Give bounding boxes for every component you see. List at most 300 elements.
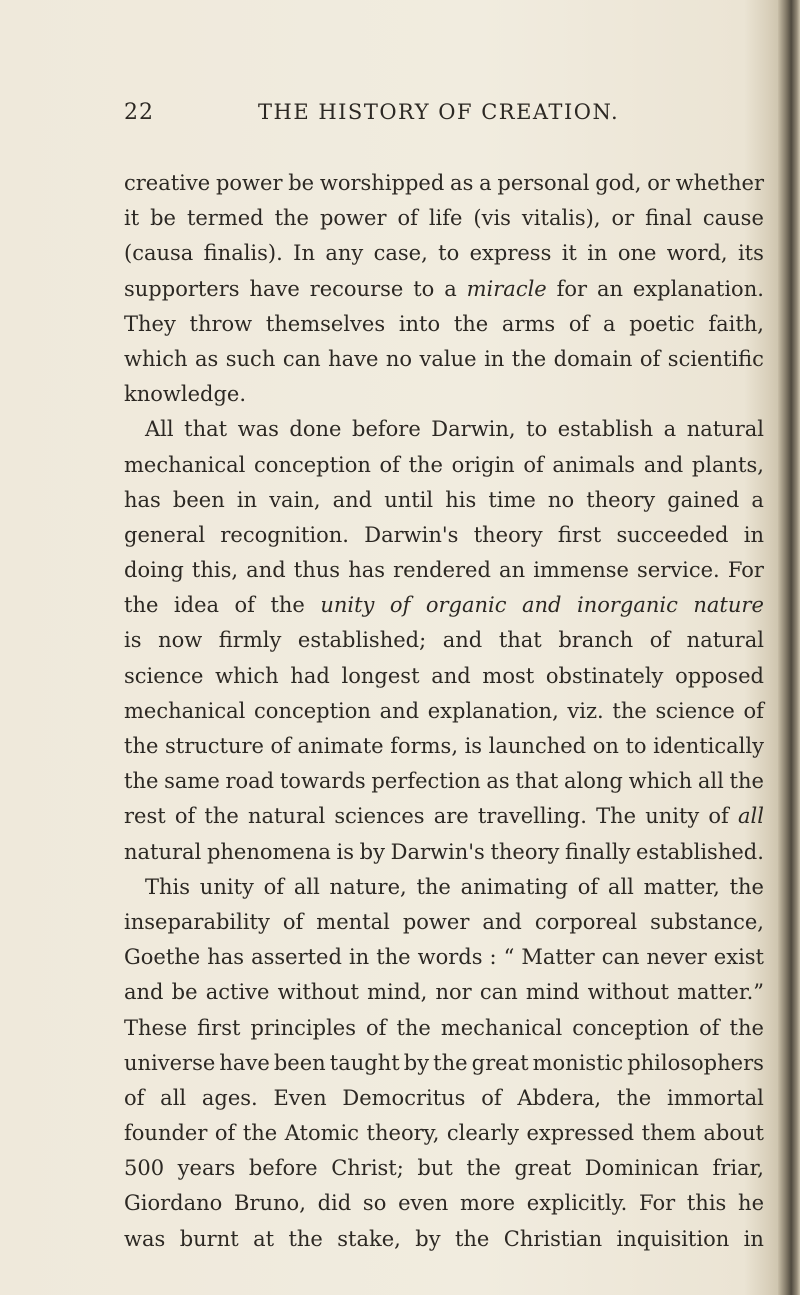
text-line <box>124 1151 764 1186</box>
text-word: the <box>124 734 159 758</box>
text-word: creative <box>124 171 211 195</box>
text-line <box>124 553 764 588</box>
text-word: without <box>587 980 669 1005</box>
text-word: mechanical <box>440 1015 563 1040</box>
text-word: and <box>246 558 286 583</box>
text-word: of <box>124 1085 145 1110</box>
text-word: even <box>398 1191 449 1216</box>
text-word: the <box>242 1121 278 1146</box>
text-word: rest <box>124 804 166 829</box>
text-word: of <box>577 874 599 899</box>
text-word: Atomic <box>284 1121 360 1146</box>
text-word: the <box>408 452 443 477</box>
text-line <box>124 448 764 483</box>
text-word: express <box>469 241 552 266</box>
text-word: inseparability <box>124 909 270 934</box>
text-word: that <box>184 417 228 442</box>
text-word: have <box>219 1050 270 1075</box>
text-word: asserted <box>251 945 342 970</box>
text-word: to <box>438 241 460 266</box>
text-word: Christian <box>503 1226 603 1251</box>
text-word: had <box>290 663 330 688</box>
text-word: mind <box>525 980 580 1005</box>
text-line <box>124 1081 764 1116</box>
text-word: on <box>592 734 619 758</box>
text-word: natural <box>124 839 202 864</box>
text-line <box>124 201 764 236</box>
text-word: Christ; <box>331 1156 404 1181</box>
text-line <box>124 799 764 834</box>
text-word: a <box>444 276 457 301</box>
text-word: the <box>511 346 547 371</box>
text-word: Giordano <box>124 1191 223 1216</box>
text-word: which <box>215 663 279 688</box>
text-word: the <box>454 1226 490 1251</box>
text-word: Matter <box>521 945 595 970</box>
text-word: that <box>515 769 559 794</box>
text-word: immortal <box>667 1085 764 1110</box>
text-word: them <box>641 1121 696 1146</box>
text-word: one <box>617 241 657 266</box>
text-word: in <box>587 241 608 266</box>
text-word: The <box>596 804 637 829</box>
text-word: travelling. <box>477 804 587 829</box>
text-word: theory <box>586 487 656 512</box>
text-line <box>124 342 764 377</box>
text-word: and <box>442 628 483 653</box>
text-word: burnt <box>179 1226 239 1251</box>
text-word: or <box>647 171 670 195</box>
text-line <box>124 835 764 870</box>
text-line <box>124 236 764 271</box>
text-word: before <box>248 1156 318 1181</box>
text-word: cause <box>702 206 764 231</box>
text-word: establish <box>557 417 654 442</box>
text-word: this <box>686 1191 727 1216</box>
text-word: of <box>214 1121 236 1146</box>
text-line <box>124 623 764 658</box>
text-word: most <box>482 663 535 688</box>
text-word: unity <box>645 804 700 829</box>
text-word: thus <box>293 558 341 583</box>
text-word: animate <box>297 734 384 758</box>
text-word: unity <box>320 593 375 618</box>
text-word: firmly <box>218 628 282 653</box>
text-word: the <box>729 1015 764 1040</box>
text-word: of <box>699 1015 720 1040</box>
text-word: clearly <box>446 1121 519 1146</box>
text-word: identically <box>653 734 764 758</box>
text-word: the <box>729 769 764 794</box>
text-word: the <box>376 945 411 970</box>
text-word: all <box>607 874 634 899</box>
text-word: science <box>124 663 204 688</box>
text-word: the <box>616 1085 652 1110</box>
text-word: no <box>385 346 413 371</box>
text-word: nature, <box>329 874 407 899</box>
text-word: to <box>526 417 548 442</box>
text-line <box>124 729 764 764</box>
text-word: as <box>450 171 474 195</box>
text-word: opposed <box>675 663 764 688</box>
text-word: of <box>743 698 764 723</box>
text-word: and <box>379 698 420 723</box>
text-line <box>124 272 764 307</box>
text-word: the <box>204 804 239 829</box>
text-word: by <box>415 1226 441 1251</box>
text-word: scientific <box>667 346 764 371</box>
text-word: was <box>237 417 279 442</box>
text-word: such <box>225 346 276 371</box>
text-word: viz. <box>567 698 604 723</box>
page-number: 22 <box>124 100 154 125</box>
text-line <box>124 870 764 905</box>
text-word: of <box>481 1085 502 1110</box>
text-word: (vis <box>473 206 511 231</box>
text-word: be <box>171 980 198 1005</box>
text-word: matter.” <box>677 980 764 1005</box>
text-word: of <box>708 804 729 829</box>
text-word: but <box>417 1156 453 1181</box>
text-word: domain <box>553 346 633 371</box>
text-word: along <box>564 769 623 794</box>
text-word: mind, <box>367 980 428 1005</box>
text-word: exist <box>713 945 764 970</box>
text-word: no <box>547 487 575 512</box>
text-word: theory <box>490 839 560 864</box>
text-word: that <box>498 628 542 653</box>
text-word: he <box>738 1191 764 1216</box>
text-word: the <box>466 1156 501 1181</box>
text-line <box>124 764 764 799</box>
text-line <box>124 1186 764 1221</box>
text-word: of <box>263 874 285 899</box>
text-word: the <box>274 206 309 231</box>
text-word: been <box>172 487 225 512</box>
text-word: sciences <box>334 804 425 829</box>
text-line <box>124 1222 764 1257</box>
text-word: philosophers <box>627 1050 764 1075</box>
text-word: themselves <box>265 311 386 336</box>
text-word: matter, <box>643 874 720 899</box>
text-word: of <box>379 452 400 477</box>
text-word: a <box>663 417 677 442</box>
text-word: This <box>145 874 191 899</box>
text-word: of <box>523 452 544 477</box>
text-word: conception <box>572 1015 690 1040</box>
text-word: god, <box>595 171 642 195</box>
text-word: which <box>124 346 188 371</box>
text-word: great <box>471 1050 529 1075</box>
text-word: any <box>325 241 364 266</box>
text-word: Darwin's <box>390 839 485 864</box>
text-word: so <box>362 1191 387 1216</box>
text-word: first <box>197 1015 241 1040</box>
text-word: Bruno, <box>234 1191 306 1216</box>
text-word: time <box>488 487 536 512</box>
text-word: in <box>348 945 370 970</box>
text-word: and <box>431 663 471 688</box>
text-line <box>124 412 764 447</box>
text-word: unity <box>199 874 254 899</box>
text-word: Darwin, <box>431 417 516 442</box>
text-line <box>124 905 764 940</box>
text-word: has <box>124 487 161 512</box>
text-word: principles <box>250 1015 357 1040</box>
text-word: great <box>514 1156 572 1181</box>
text-word: “ <box>503 945 515 970</box>
text-word: forms, <box>390 734 459 758</box>
text-word: faith, <box>708 311 764 336</box>
text-word: of <box>270 734 291 758</box>
text-word: to <box>413 276 435 301</box>
text-word: have <box>328 346 379 371</box>
text-word: and <box>643 452 684 477</box>
text-word: about <box>703 1121 764 1146</box>
text-line <box>124 166 764 201</box>
text-word: termed <box>186 206 264 231</box>
text-word: explanation, <box>427 698 559 723</box>
text-word: it <box>561 241 577 266</box>
text-word: has <box>207 945 245 970</box>
text-word: explicitly. <box>526 1191 628 1216</box>
text-word: (causa <box>124 241 194 266</box>
text-word: the <box>270 593 305 618</box>
text-word: before <box>352 417 421 442</box>
text-word: They <box>124 311 176 336</box>
text-word: succeeded <box>616 522 729 547</box>
text-word: theory <box>473 522 543 547</box>
text-word: and <box>482 909 522 934</box>
text-word: the <box>729 874 764 899</box>
text-line <box>124 1116 764 1151</box>
text-word: mental <box>316 909 390 934</box>
text-word: a <box>751 487 764 512</box>
text-word: as <box>194 346 219 371</box>
text-word: nor <box>435 980 472 1005</box>
text-word: years <box>177 1156 236 1181</box>
text-word: first <box>557 522 602 547</box>
text-word: knowledge. <box>124 382 247 407</box>
text-word: which <box>628 769 693 794</box>
text-word: did <box>317 1191 352 1216</box>
text-word: supporters <box>124 276 240 301</box>
text-word: taught <box>329 1050 400 1075</box>
text-word: Darwin's <box>364 522 459 547</box>
text-word: life <box>428 206 463 231</box>
text-word: organic <box>425 593 507 618</box>
text-word: is <box>464 734 483 758</box>
text-word: have <box>249 276 300 301</box>
text-word: branch <box>558 628 634 653</box>
text-word: same <box>164 769 220 794</box>
text-word: and <box>124 980 164 1005</box>
text-word: as <box>486 769 510 794</box>
text-word: established; <box>297 628 427 653</box>
text-word: all <box>160 1085 187 1110</box>
text-word: rendered <box>393 558 491 583</box>
text-line <box>124 307 764 342</box>
text-word: of <box>366 1015 387 1040</box>
text-word: value <box>419 346 477 371</box>
text-word: founder <box>124 1121 208 1146</box>
text-word: more <box>460 1191 516 1216</box>
text-word: and <box>332 487 373 512</box>
text-word: it <box>124 206 140 231</box>
text-word: personal <box>497 171 590 195</box>
text-word: is <box>336 839 355 864</box>
text-word: word, <box>666 241 728 266</box>
text-word: all <box>697 769 724 794</box>
text-word: All <box>145 417 174 442</box>
text-word: an <box>596 276 624 301</box>
text-word: animals <box>552 452 636 477</box>
text-word: the <box>416 874 451 899</box>
text-word: a <box>602 311 616 336</box>
text-word: final <box>645 206 692 231</box>
text-word: the <box>433 1050 468 1075</box>
text-word: of <box>568 311 590 336</box>
page-binding-edge <box>778 0 800 1295</box>
text-word: whether <box>675 171 764 195</box>
text-word: of <box>234 593 255 618</box>
text-word: perfection <box>371 769 481 794</box>
text-word: Dominican <box>584 1156 699 1181</box>
text-word: of <box>649 628 671 653</box>
text-word: gained <box>667 487 740 512</box>
text-line <box>124 940 764 975</box>
text-word: for <box>556 276 588 301</box>
text-word: in <box>236 487 258 512</box>
text-word: in <box>743 1226 764 1251</box>
text-word: miracle <box>466 276 547 301</box>
text-word: throw <box>189 311 253 336</box>
text-word: of <box>397 206 418 231</box>
text-word: road <box>225 769 275 794</box>
text-word: the <box>453 311 489 336</box>
text-word: power <box>319 206 387 231</box>
text-word: idea <box>173 593 220 618</box>
text-word: Abdera, <box>517 1085 602 1110</box>
text-line <box>124 1011 764 1046</box>
text-word: origin <box>451 452 515 477</box>
text-word: established. <box>636 839 764 864</box>
text-word: In <box>293 241 315 266</box>
text-word: mechanical <box>124 452 246 477</box>
text-word: now <box>158 628 203 653</box>
text-word: the <box>124 769 159 794</box>
text-word: has <box>348 558 386 583</box>
text-word: finally <box>565 839 631 864</box>
text-word: his <box>445 487 477 512</box>
text-word: power <box>215 171 283 195</box>
text-word: ages. <box>201 1085 258 1110</box>
body-text <box>124 166 764 1257</box>
text-word: animating <box>460 874 568 899</box>
text-word: can <box>479 980 518 1005</box>
text-line <box>124 588 764 623</box>
text-word: the <box>612 698 647 723</box>
text-word: substance, <box>650 909 764 934</box>
text-word: of <box>389 593 411 618</box>
text-word: friar, <box>712 1156 764 1181</box>
text-word: recognition. <box>220 522 349 547</box>
text-word: Goethe <box>124 945 201 970</box>
text-word: can <box>601 945 640 970</box>
text-word: mechanical <box>124 698 246 723</box>
text-word: in <box>743 522 764 547</box>
text-word: to <box>625 734 647 758</box>
text-word: be <box>150 206 176 231</box>
text-line <box>124 483 764 518</box>
text-word: inorganic <box>577 593 678 618</box>
text-word: expressed <box>526 1121 635 1146</box>
text-word: launched <box>488 734 587 758</box>
text-word: of <box>639 346 661 371</box>
text-word: monistic <box>532 1050 624 1075</box>
text-word: an <box>499 558 526 583</box>
text-word: poetic <box>629 311 695 336</box>
text-word: is <box>124 628 142 653</box>
text-word: vain, <box>269 487 321 512</box>
text-word: at <box>253 1226 275 1251</box>
text-line <box>124 1046 764 1081</box>
text-word: science <box>655 698 735 723</box>
text-word: without <box>277 980 359 1005</box>
text-word: are <box>433 804 469 829</box>
text-word: its <box>737 241 764 266</box>
text-word: towards <box>279 769 366 794</box>
text-word: natural <box>686 417 764 442</box>
text-word: inquisition <box>616 1226 730 1251</box>
text-word: For <box>727 558 764 583</box>
text-word: phenomena <box>206 839 331 864</box>
text-word: longest <box>341 663 420 688</box>
text-word: general <box>124 522 206 547</box>
text-word: the <box>124 593 159 618</box>
text-word: : <box>489 945 497 970</box>
text-word: the <box>288 1226 323 1251</box>
text-line <box>124 377 764 412</box>
text-word: immense <box>533 558 629 583</box>
text-word: all <box>293 874 320 899</box>
text-word: or <box>611 206 635 231</box>
text-word: the <box>396 1015 431 1040</box>
text-word: conception <box>254 452 371 477</box>
text-word: plants, <box>691 452 764 477</box>
text-word: by <box>403 1050 430 1075</box>
text-word: recourse <box>309 276 404 301</box>
text-word: vitalis), <box>521 206 601 231</box>
text-word: natural <box>247 804 326 829</box>
text-word: in <box>484 346 505 371</box>
text-word: into <box>398 311 441 336</box>
text-word: of <box>282 909 304 934</box>
text-word: active <box>205 980 270 1005</box>
text-line <box>124 975 764 1010</box>
text-word: Even <box>273 1085 327 1110</box>
page-header <box>0 96 800 136</box>
text-word: These <box>124 1015 188 1040</box>
text-word: 500 <box>124 1156 165 1181</box>
text-word: service. <box>637 558 720 583</box>
text-word: obstinately <box>545 663 664 688</box>
text-word: words <box>417 945 483 970</box>
text-word: universe <box>124 1050 216 1075</box>
text-word: doing <box>124 558 184 583</box>
text-word: until <box>384 487 434 512</box>
text-line <box>124 694 764 729</box>
